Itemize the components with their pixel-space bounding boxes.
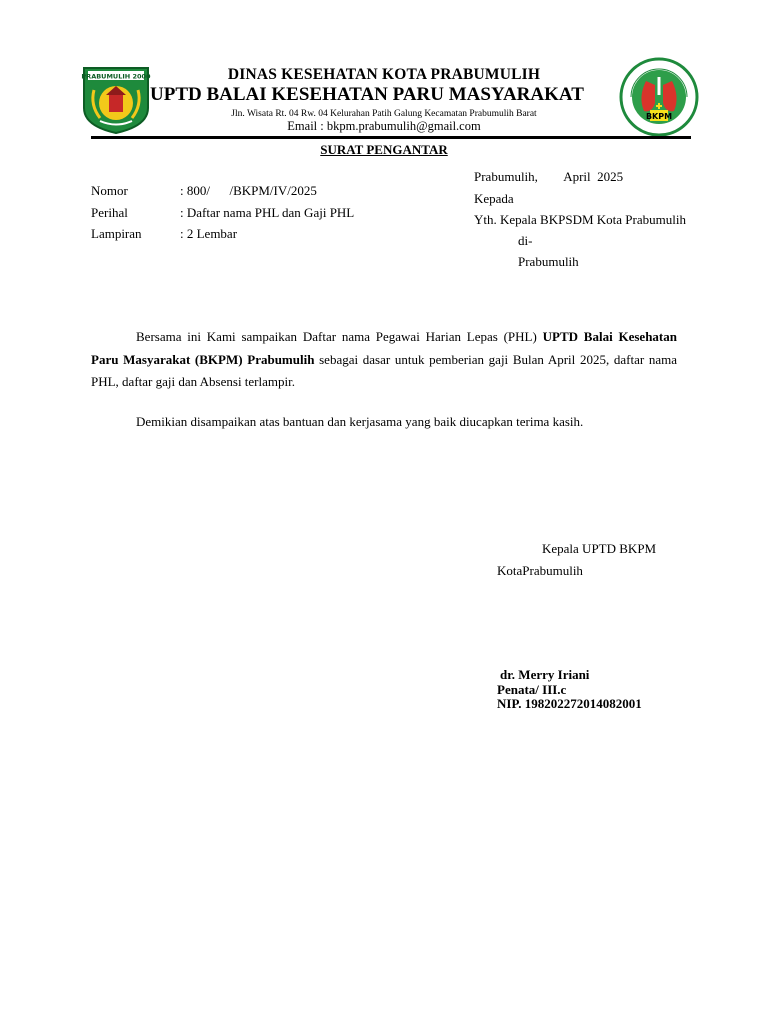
meta-label-lampiran: Lampiran: [91, 226, 142, 241]
recipient-city: Prabumulih: [518, 254, 579, 269]
recipient-kepada: Kepada: [474, 191, 514, 206]
document-title: SURAT PENGANTAR: [320, 142, 448, 157]
agency-name: DINAS KESEHATAN KOTA PRABUMULIH: [227, 66, 541, 83]
place-date: Prabumulih, April 2025: [474, 169, 624, 184]
unit-name: UPTD BALAI KESEHATAN PARU MASYARAKAT: [150, 84, 584, 105]
svg-text:PRABUMULIH 2000: PRABUMULIH 2000: [81, 72, 151, 81]
body-text-bold: UPTD Balai Kesehatan Paru Masyarakat (BKPM) Prabumulih: [91, 329, 677, 367]
signatory-city: KotaPrabumulih: [497, 563, 583, 578]
letterhead-divider: [91, 136, 691, 139]
recipient-di: di-: [518, 233, 533, 248]
letter-body-paragraph: [91, 326, 677, 394]
meta-label-perihal: Perihal: [91, 205, 128, 220]
signatory-name: dr. Merry Iriani: [500, 667, 590, 682]
recipient-addressee: Yth. Kepala BKPSDM Kota Prabumulih: [474, 212, 686, 227]
signatory-nip: NIP. 198202272014082001: [497, 696, 642, 711]
body-text-1: Bersama ini Kami sampaikan Daftar nama Pegawai Harian Lepas (PHL): [136, 329, 543, 344]
meta-value-lampiran: : 2 Lembar: [180, 226, 238, 241]
signatory-position: Kepala UPTD BKPM: [542, 541, 657, 556]
closing-paragraph: Demikian disampaikan atas bantuan dan kerjasama yang baik diucapkan terima kasih.: [136, 414, 584, 429]
office-email: Email : bkpm.prabumulih@gmail.com: [287, 119, 481, 133]
signatory-rank: Penata/ III.c: [497, 682, 567, 697]
svg-text:BKPM: BKPM: [645, 112, 673, 121]
meta-label-nomor: Nomor: [91, 183, 128, 198]
bkpm-logo: [619, 57, 699, 137]
meta-value-nomor: : 800/ /BKPM/IV/2025: [180, 183, 317, 198]
meta-value-perihal: : Daftar nama PHL dan Gaji PHL: [180, 205, 355, 220]
body-text-2: sebagai dasar untuk pemberian gaji Bulan April 2025, daftar nama PHL, daftar gaji dan Absensi terlampir.: [91, 351, 678, 389]
office-address: Jln. Wisata Rt. 04 Rw. 04 Kelurahan Patih Galung Kecamatan Prabumulih Barat: [231, 109, 537, 119]
